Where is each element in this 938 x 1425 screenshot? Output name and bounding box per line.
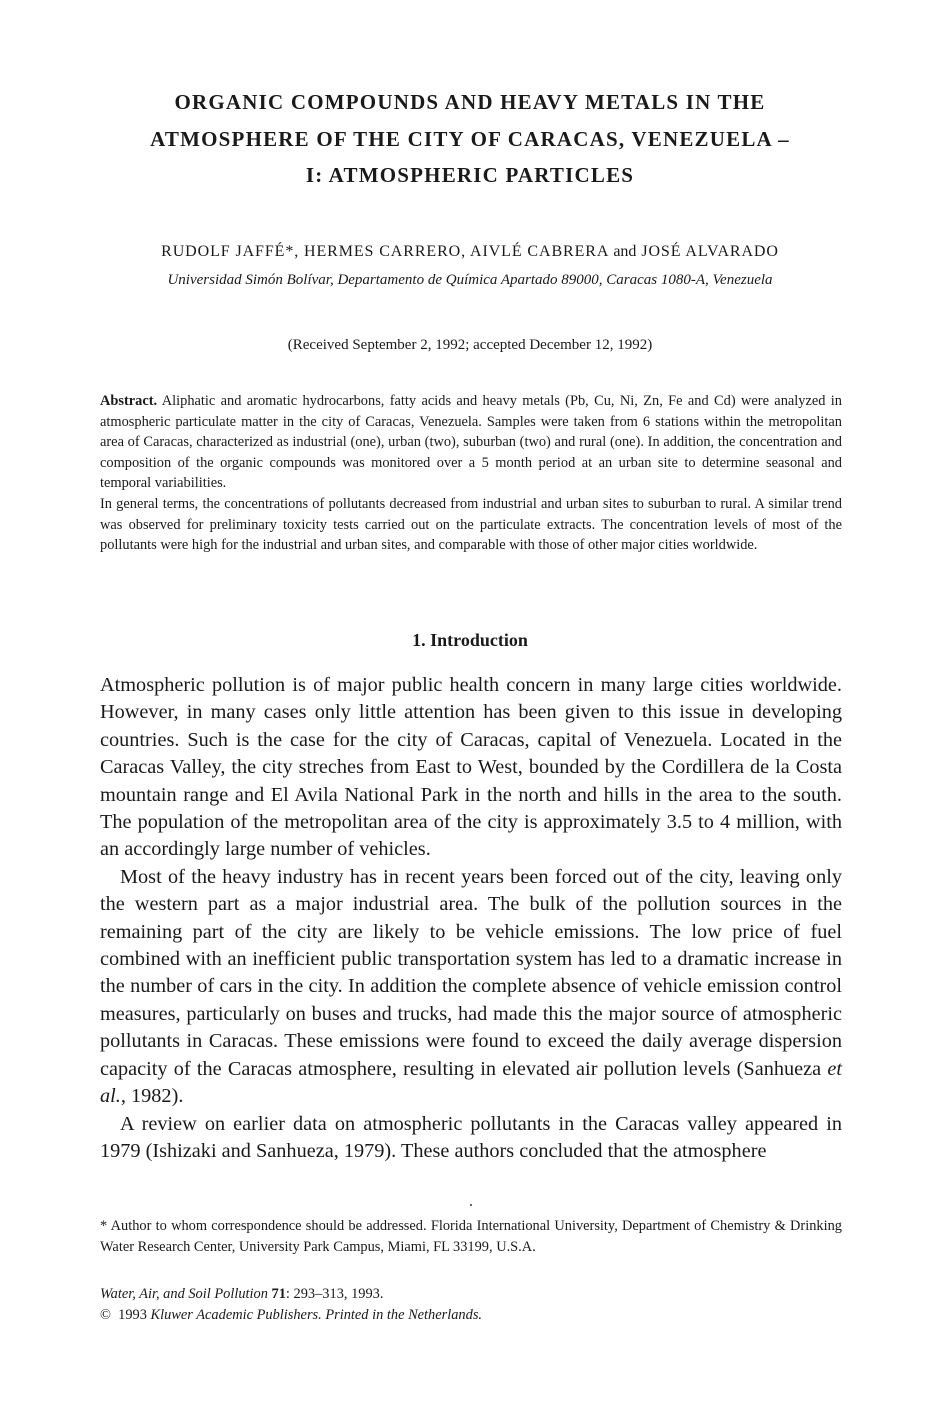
- body-paragraph-2-text: Most of the heavy industry has in recent years been forced out of the city, leaving only the western part as a major industrial area. The bulk of the pollution sources in the remaining part of the city are likely to be vehicle emissions. The low price of fuel combined with an inefficient public transportation system has led to a dramatic increase in the number of cars in the city. In addition the complete absence of vehicle emission control measures, particularly on buses and trucks, had made this the major source of atmospheric pollutants in Caracas. These emissions were found to exceed the daily average dispersion capacity of the Caracas atmosphere, resulting in elevated air pollution levels (Sanhueza: [100, 865, 842, 1080]
- publisher: Kluwer Academic Publishers. Printed in the Netherlands.: [150, 1306, 483, 1323]
- body-paragraph-1: Atmospheric pollution is of major public health concern in many large cities worldwide. However, in many cases only little attention has been given to this issue in developing countries. Such is the case for the city of Caracas, capital of Venezuela. Located in the Caracas Valley, the city streches from East to West, bounded by the Cordillera de la Costa mountain range and El Avila National Park in the north and hills in the area to the south. The population of the metropolitan area of the city is approximately 3.5 to 4 million, with an accordingly large number of vehicles.: [100, 674, 842, 861]
- title-line-1: ORGANIC COMPOUNDS AND HEAVY METALS IN THE: [174, 90, 766, 114]
- print-speck: [470, 1204, 472, 1206]
- author-cabrera: AIVLÉ CABRERA: [470, 243, 609, 260]
- author-jaffe: RUDOLF JAFFÉ*,: [161, 243, 300, 260]
- title-line-2: ATMOSPHERE OF THE CITY OF CARACAS, VENEZUELA –: [150, 126, 790, 151]
- body-text: [100, 672, 842, 1165]
- paper-title: [100, 84, 840, 194]
- author-alvarado: JOSÉ ALVARADO: [641, 243, 779, 260]
- journal-volume: 71: [271, 1286, 286, 1302]
- abstract: [100, 391, 842, 556]
- journal-name: Water, Air, and Soil Pollution: [100, 1286, 268, 1302]
- journal-pages: : 293–313, 1993.: [285, 1286, 384, 1302]
- citation-et-al: et al.: [100, 1057, 842, 1108]
- abstract-label: Abstract.: [100, 393, 158, 409]
- body-paragraph-3: A review on earlier data on atmospheric pollutants in the Caracas valley appeared in 1979 (Ishizaki and Sanhueza, 1979). These authors concluded that the atmosphere: [100, 1112, 842, 1162]
- author-carrero: HERMES CARRERO,: [304, 243, 466, 260]
- abstract-text-1: Aliphatic and aromatic hydrocarbons, fatty acids and heavy metals (Pb, Cu, Ni, Zn, Fe and Cd) were analyzed in atmospheric particulate matter in the city of Caracas, Venezuela. Samples were taken from 6 stations within the metropolitan area of Caracas, characterized as industrial (one), urban (two), suburban (two) and rural (one). In addition, the concentration and composition of the organic compounds was monitored over a 5 month period at an urban site to determine seasonal and temporal variabilities.: [100, 393, 842, 492]
- copyright-line: [100, 1305, 842, 1326]
- abstract-paragraph-2: In general terms, the concentrations of pollutants decreased from industrial and urban sites to suburban to rural. A similar trend was observed for preliminary toxicity tests carried out on the particulate extracts. The concentration levels of most of the pollutants were high for the industrial and urban sites, and comparable with those of other major cities worldwide.: [100, 495, 842, 554]
- abstract-paragraph-1: [100, 391, 842, 494]
- affiliation: Universidad Simón Bolívar, Departamento de Química Apartado 89000, Caracas 1080-A, Venezuela: [167, 272, 773, 288]
- footnote: [100, 1216, 842, 1257]
- received-dates: (Received September 2, 1992; accepted December 12, 1992): [287, 337, 653, 353]
- copyright-year: 1993: [118, 1306, 147, 1323]
- section-heading-introduction: 1. Introduction: [412, 630, 528, 650]
- body-paragraph-2: [100, 864, 842, 1111]
- copyright-symbol: ©: [100, 1306, 111, 1323]
- author-list: [100, 243, 840, 261]
- title-line-3: I: ATMOSPHERIC PARTICLES: [305, 163, 635, 187]
- journal-info: [100, 1284, 842, 1325]
- footnote-text: * Author to whom correspondence should be addressed. Florida International University, Department of Chemistry & Drinking Water Research Center, University Park Campus, Miami, FL 33199, U.S.A.: [100, 1218, 842, 1255]
- journal-citation: [100, 1284, 842, 1305]
- body-paragraph-2-end: , 1982).: [120, 1085, 184, 1108]
- author-conjunction: and: [613, 243, 637, 260]
